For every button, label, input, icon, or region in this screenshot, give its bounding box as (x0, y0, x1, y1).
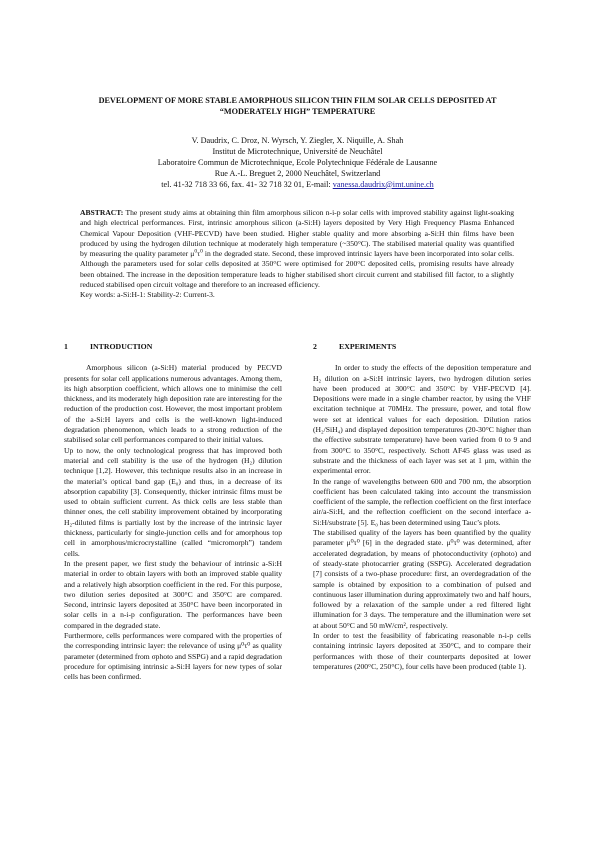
keywords: Key words: a-Si:H-1: Stability-2: Current-3. (80, 290, 215, 300)
abstract-label: ABSTRACT: (80, 208, 124, 217)
abstract-sup-1: 0 (194, 248, 198, 255)
section-heading-introduction (64, 342, 282, 352)
exp-paragraph: In the range of wavelengths between 600 and 700 nm, the absorption coefficient has been calculated taking into account the transmission coefficient of the sample, the reflection coefficient on the first interface air/a-Si:H, and the reflection coefficient on the second interface a-Si:H/substrate [5]. E₀ has been determined using Tauc’s plots. (313, 476, 531, 527)
section-title: EXPERIMENTS (339, 342, 397, 351)
paper-title: DEVELOPMENT OF MORE STABLE AMORPHOUS SILICON THIN FILM SOLAR CELLS DEPOSITED AT “MODERATELY HIGH” TEMPERATURE (98, 96, 497, 116)
contact-text: tel. 41-32 718 33 66, fax. 41- 32 718 32 01, E-mail: (161, 179, 333, 189)
intro-paragraph: Up to now, the only technological progress that has improved both material and cell stability is the use of the hydrogen (H₂) dilution technique [1,2]. However, this technique results also in an increase in the material’s optical band gap (E₀) and thus, in a decrease of its absorption capability [3]. Consequently, thicker intrinsic films must be used to obtain sufficient current. As thick cells are less stable than thinner ones, the cell stability improvement obtained by incorporating H₂-diluted films is partially lost by the increase of the intrinsic layer thickness, particularly for single-junction cells and for amorphous top cell in amorphous/microcrystalline (called “micromorph”) tandem cells. (64, 445, 282, 558)
affiliation-1: Institut de Microtechnique, Université de Neuchâtel (212, 146, 383, 156)
exp-paragraph: In order to test the feasibility of fabricating reasonable n-i-p cells containing intrinsic layers deposited at 350°C, and to compare their performances with those of their counterparts deposited at lower temperatures (200°C, 250°C), four cells have been produced (table 1). (313, 631, 531, 671)
section-title: INTRODUCTION (90, 342, 153, 351)
introduction-column (64, 342, 282, 683)
section-number: 2 (313, 342, 317, 351)
section-heading-experiments (313, 342, 531, 352)
author-names: V. Daudrix, C. Droz, N. Wyrsch, Y. Ziegler, X. Niquille, A. Shah (191, 136, 404, 145)
abstract-body (80, 208, 514, 290)
address: Rue A.-L. Breguet 2, 2000 Neuchâtel, Switzerland (214, 168, 381, 178)
email-link[interactable]: vanessa.daudrix@imt.unine.ch (332, 179, 434, 189)
abstract-text-1: The present study aims at obtaining thin film amorphous silicon n-i-p solar cells with improved stability against light-soaking and high electrical performances. First, intrinsic amorphous silicon (a-Si:H) layers deposited by Very High Frequency Plasma Enhanced Chemical Vapour Deposition (VHF-PECVD) have been studied. Higher stable quality and more absorbing a-Si:H thin films have been produced by using the hydrogen dilution technique at moderately high temperature (~350°C). The stabilised material quality was quantified by measuring the quality parameter μ (80, 208, 514, 259)
exp-paragraph: In order to study the effects of the deposition temperature and H₂ dilution on a-Si:H intrinsic layers, two hydrogen dilution series have been produced at 300°C and 350°C by VHF-PECVD [4]. Depositions were made in a single chamber reactor, by using the VHF excitation technique at 70MHz. The pressure, power, and total flow were set at identical values for each deposition. Dilution ratios (H₂/SiH₄) and displayed deposition temperatures (20-30°C higher than the effective substrate temperature) have been varied from 0 to 9 and from 300°C to 350°C, respectively. Schott AF45 glass was used as substrate and the thickness of each layer was set at 1 μm, within the experimental error. (313, 363, 531, 476)
abstract-sup-2: 0 (200, 248, 203, 255)
contact-line (70, 180, 525, 191)
section-number: 1 (64, 342, 68, 351)
author-block (70, 136, 525, 191)
abstract-text-2: in the degraded state. Second, these improved intrinsic layers have been incorporated into solar cells. Although the parameters used for solar cells deposited at 350°C were optimised for 200°C deposited cells, promising results have already been obtained. The increase in the deposition temperature leads to higher stabilised short circuit current and stabilised fill factor, to a slightly reduced stabilised open circuit voltage and therefore to an increased efficiency. (80, 249, 514, 290)
intro-paragraph: Amorphous silicon (a-Si:H) material produced by PECVD presents for solar cell applications numerous advantages. Among them, its high absorption coefficient, which allows one to minimise the cell thickness, and its moderately high deposition rate are interesting for the reduction of the production cost. However, the most important problem of the a-Si:H layers and cells is the well-known light-induced degradation phenomenon, which leads to a strong reduction of the stabilised solar cell performances compared to their initial values. (64, 363, 282, 445)
experiments-column (313, 342, 531, 672)
abstract-tau: τ (197, 249, 201, 259)
intro-paragraph: Furthermore, cells performances were compared with the properties of the corresponding intrinsic layer: the relevance of using μ⁰τ⁰ as quality parameter (determined from σphoto and SSPG) and a rapid degradation procedure for optimising intrinsic a-Si:H layers for new types of solar cells has been confirmed. (64, 631, 282, 682)
intro-paragraph: In the present paper, we first study the behaviour of intrinsic a-Si:H material in order to obtain layers with both an improved stable quality and a relatively high absorption coefficient in the red. For this purpose, two dilution series deposited at 300°C and 350°C are compared. Second, intrinsic layers deposited at 350°C have been incorporated in solar cells in a n-i-p configuration. The performances have been compared in the degraded state. (64, 558, 282, 630)
abstract (80, 208, 514, 301)
exp-paragraph: The stabilised quality of the layers has been quantified by the quality parameter μ⁰τ⁰ [6] in the degraded state. μ⁰τ⁰ was determined, after accelerated degradation, by means of photoconductivity (σphoto) and of steady-state photocarrier grating (SSPG). Accelerated degradation [7] consists of a two-phase procedure: first, an overdegradation of the sample is obtained by exposition to a combination of pulsed and continuous laser illumination during approximately two and half hours, followed by a relaxation of the sample under a red filtered light illumination for 3 days. The temperature and the illumination were set at about 50°C and 50 mW/cm², respectively. (313, 528, 531, 630)
affiliation-2: Laboratoire Commun de Microtechnique, Ecole Polytechnique Fédérale de Lausanne (157, 157, 438, 167)
